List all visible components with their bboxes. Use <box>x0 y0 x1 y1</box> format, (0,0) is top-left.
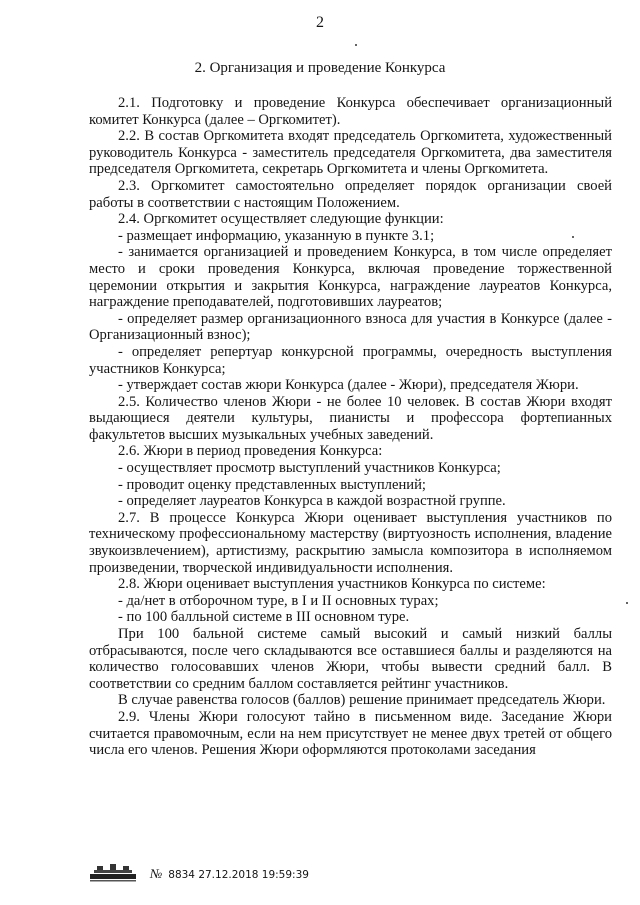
doc-stamp-text: 8834 27.12.2018 19:59:39 <box>168 869 309 881</box>
paragraph: При 100 бальной системе самый высокий и самый низкий баллы отбрасываются, после чего складываются все оставшиеся баллы и разделяются на количество голосовавших членов Жюри, чтобы вывести средний балл. В соответствии со средним баллом составляется рейтинг участников. <box>89 626 612 692</box>
footer <box>88 862 488 882</box>
document-body <box>89 95 612 759</box>
paragraph: 2.7. В процессе Конкурса Жюри оценивает выступления участников по техническому профессиональному мастерству (виртуозность исполнения, владение звукоизвлечением), артистизму, раскрытию замысла композитора в исполняемом произведении, творческой индивидуальности исполнения. <box>89 509 612 576</box>
scan-speck <box>626 602 628 604</box>
doc-mark: № <box>150 866 163 881</box>
paragraph: - определяет размер организационного взноса для участия в Конкурсе (далее - Организационный взнос); <box>89 310 612 344</box>
paragraph: 2.8. Жюри оценивает выступления участников Конкурса по системе: <box>118 576 546 593</box>
paragraph: 2.3. Оргкомитет самостоятельно определяет порядок организации своей работы в соответствии с настоящим Положением. <box>89 177 612 211</box>
paragraph: - по 100 балльной системе в III основном туре. <box>118 609 410 626</box>
paragraph: 2.2. В состав Оргкомитета входят председатель Оргкомитета, художественный руководитель Конкурса - заместитель председателя Оргкомитета, два заместителя председателя Оргкомитета, секретарь Оргкомитета и члены Оргкомитета. <box>89 128 612 178</box>
paragraph: 2.6. Жюри в период проведения Конкурса: <box>118 443 383 460</box>
registry-logo-icon <box>88 862 138 882</box>
paragraph: В случае равенства голосов (баллов) решение принимает председатель Жюри. <box>118 692 606 709</box>
paragraph: - проводит оценку представленных выступлений; <box>118 476 426 493</box>
scan-speck <box>572 236 574 238</box>
paragraph: - размещает информацию, указанную в пункте 3.1; <box>118 227 435 244</box>
paragraph: - занимается организацией и проведением Конкурса, в том числе определяет место и сроки проведения Конкурса, включая проведение торжественной церемонии открытия и закрытия Конкурса, награждение лауреатов Конкурса, награждение преподавателей, подготовивших лауреатов; <box>89 244 612 311</box>
paragraph: 2.4. Оргкомитет осуществляет следующие функции: <box>118 211 444 228</box>
paragraph: - определяет лауреатов Конкурса в каждой возрастной группе. <box>118 493 506 510</box>
paragraph: 2.1. Подготовку и проведение Конкурса обеспечивает организационный комитет Конкурса (далее – Оргкомитет). <box>89 95 612 128</box>
paragraph: 2.9. Члены Жюри голосуют тайно в письменном виде. Заседание Жюри считается правомочным, если на нем присутствует не менее двух третей от общего числа его членов. Решения Жюри оформляются протоколами заседания <box>89 708 612 759</box>
paragraph: - определяет репертуар конкурсной программы, очередность выступления участников Конкурса; <box>89 343 612 377</box>
paragraph: - осуществляет просмотр выступлений участников Конкурса; <box>118 460 501 477</box>
paragraph: - утверждает состав жюри Конкурса (далее - Жюри), председателя Жюри. <box>118 377 579 394</box>
scan-speck <box>355 44 357 46</box>
section-title: 2. Организация и проведение Конкурса <box>194 60 446 76</box>
paragraph: - да/нет в отборочном туре, в I и II основных турах; <box>118 592 439 609</box>
paragraph: 2.5. Количество членов Жюри - не более 10 человек. В состав Жюри входят выдающиеся деятели культуры, пианисты и профессора фортепианных факультетов высших музыкальных учебных заведений. <box>89 393 612 443</box>
document-stamp <box>150 866 309 882</box>
page-number: 2 <box>316 14 324 31</box>
